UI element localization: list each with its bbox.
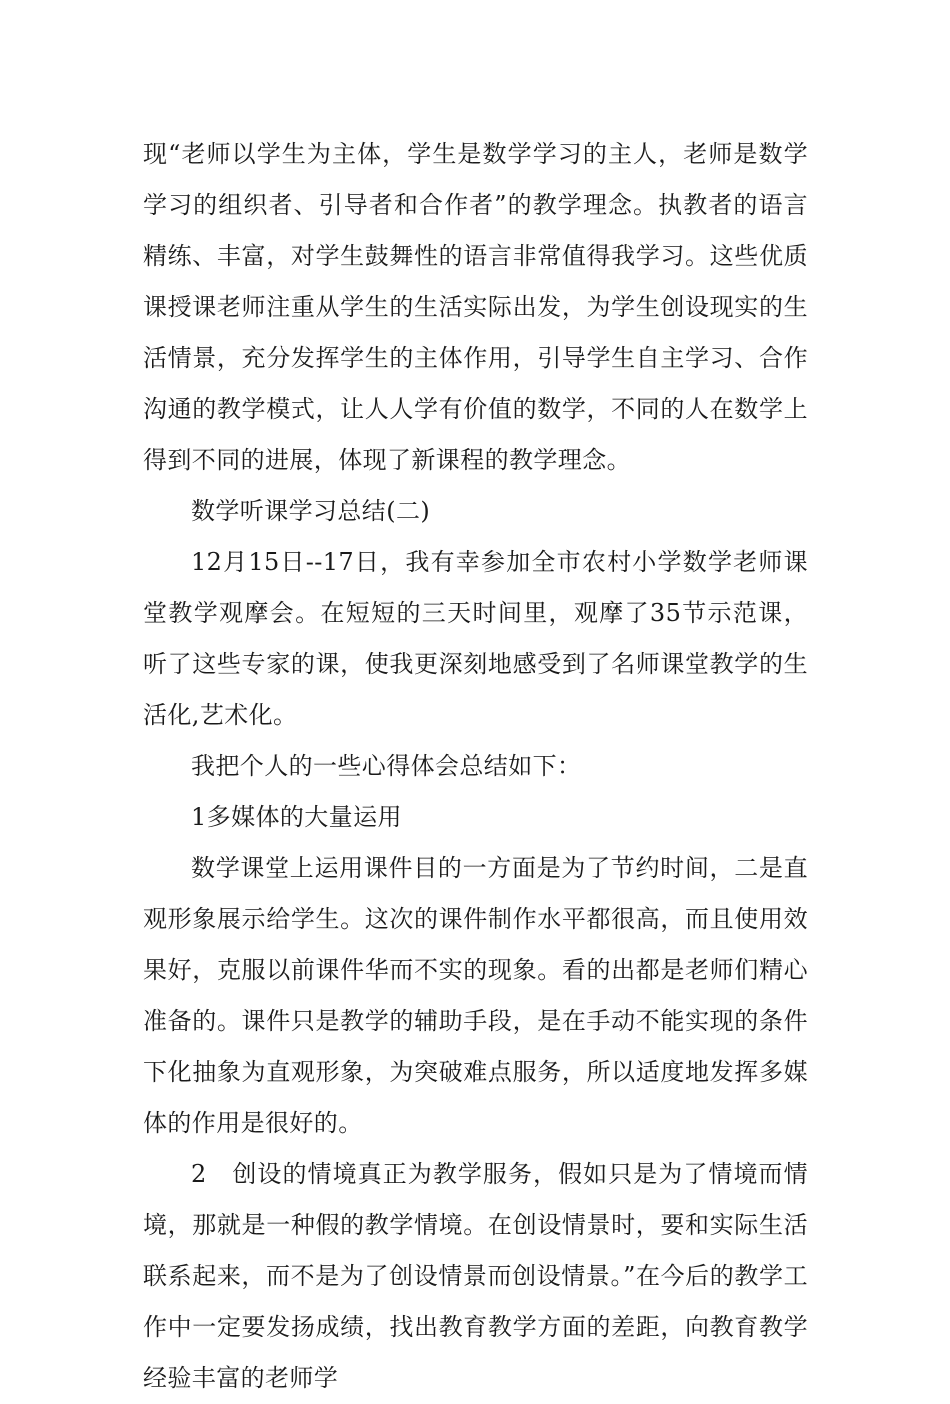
paragraph-intro: 12月15日--17日，我有幸参加全市农村小学数学老师课堂教学观摩会。在短短的三天时间里，观摩了35节示范课，听了这些专家的课，使我更深刻地感受到了名师课堂教学的生活化,艺术化。 [143, 548, 808, 729]
section-heading: 数学听课学习总结(二) [191, 497, 431, 525]
paragraph-summary-lead: 我把个人的一些心得体会总结如下： [191, 752, 582, 780]
subheading-point-1: 1多媒体的大量运用 [191, 803, 402, 831]
document-body [143, 129, 808, 1404]
paragraph-multimedia: 数学课堂上运用课件目的一方面是为了节约时间，二是直观形象展示给学生。这次的课件制作水平都很高，而且使用效果好，克服以前课件华而不实的现象。看的出都是老师们精心准备的。课件只是教学的辅助手段，是在手动不能实现的条件下化抽象为直观形象，为突破难点服务，所以适度地发挥多媒体的作用是很好的。 [143, 854, 808, 1137]
paragraph-continuation: 现“老师以学生为主体，学生是数学学习的主人，老师是数学学习的组织者、引导者和合作者”的教学理念。执教者的语言精练、丰富，对学生鼓舞性的语言非常值得我学习。这些优质课授课老师注重从学生的生活实际出发，为学生创设现实的生活情景，充分发挥学生的主体作用，引导学生自主学习、合作沟通的教学模式，让人人学有价值的数学，不同的人在数学上得到不同的进展，体现了新课程的教学理念。 [143, 140, 808, 474]
paragraph-point-2: 2 创设的情境真正为教学服务，假如只是为了情境而情境，那就是一种假的教学情境。在创设情景时，要和实际生活联系起来，而不是为了创设情景而创设情景。”在今后的教学工作中一定要发扬成绩，找出教育教学方面的差距，向教育教学经验丰富的老师学 [143, 1160, 808, 1392]
